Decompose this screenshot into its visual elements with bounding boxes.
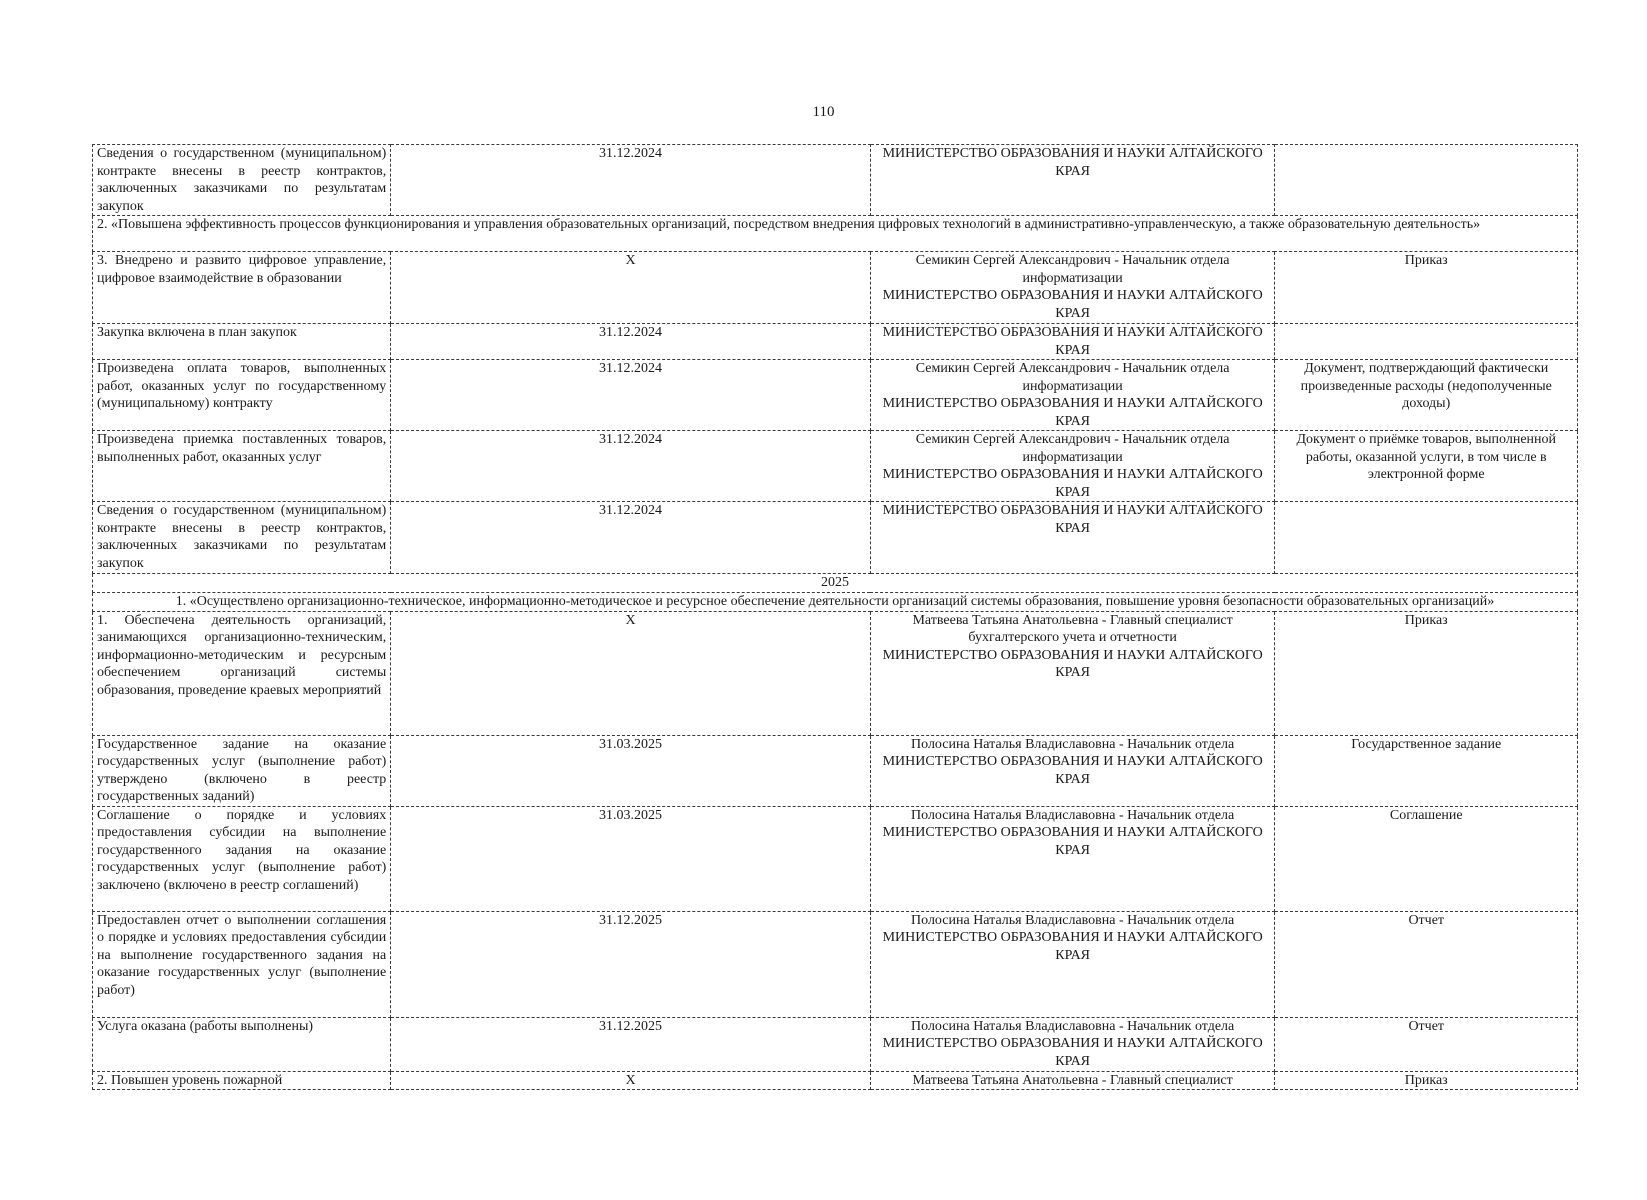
deadline-cell: X [391,252,871,324]
responsible-cell [870,252,1275,324]
responsible-cell [870,735,1275,806]
responsible-cell [870,1071,1275,1090]
responsible-cell [870,324,1275,360]
responsible-organization: МИНИСТЕРСТВО ОБРАЗОВАНИЯ И НАУКИ АЛТАЙСКОГО КРАЯ [882,825,1263,858]
deadline-cell: 31.12.2024 [391,324,871,360]
responsible-person: Полосина Наталья Владиславовна - Начальник отдела [911,736,1235,752]
table-row [93,806,1578,911]
responsible-cell [870,431,1275,502]
responsible-cell [870,611,1275,735]
responsible-organization: МИНИСТЕРСТВО ОБРАЗОВАНИЯ И НАУКИ АЛТАЙСКОГО КРАЯ [882,146,1263,179]
table-row [93,216,1578,252]
event-cell: Произведена приемка поставленных товаров, выполненных работ, оказанных услуг [93,431,391,502]
responsible-cell [870,360,1275,431]
responsible-person: Матвеева Татьяна Анатольевна - Главный специалист бухгалтерского учета и отчетности [912,612,1233,645]
responsible-cell [870,502,1275,574]
page-number: 110 [812,104,835,120]
event-cell: Услуга оказана (работы выполнены) [93,1017,391,1071]
deadline-cell: 31.12.2024 [391,502,871,574]
document-cell: Отчет [1275,911,1578,1017]
deadline-cell: 31.03.2025 [391,806,871,911]
responsible-organization: МИНИСТЕРСТВО ОБРАЗОВАНИЯ И НАУКИ АЛТАЙСКОГО КРАЯ [882,396,1263,429]
deadline-cell: X [391,611,871,735]
event-cell: Сведения о государственном (муниципальном) контракте внесены в реестр контрактов, заключенных заказчиками по результатам закупок [93,502,391,574]
document-cell: Приказ [1275,611,1578,735]
section-heading: 1. «Осуществлено организационно-техническое, информационно-методическое и ресурсное обеспечение деятельности организаций системы образования, повышение уровня безопасности образовательных организаций» [93,592,1578,611]
event-cell: Предоставлен отчет о выполнении соглашения о порядке и условиях предоставления субсидии на выполнение государственного задания на оказание государственных услуг (выполнение работ) [93,911,391,1017]
responsible-person: Семикин Сергей Александрович - Начальник отдела информатизации [915,253,1230,286]
plan-table [92,144,1578,1090]
deadline-cell: 31.12.2024 [391,431,871,502]
responsible-person: Полосина Наталья Владиславовна - Начальник отдела [911,807,1235,823]
responsible-person: Полосина Наталья Владиславовна - Начальник отдела [911,912,1235,928]
document-cell: Приказ [1275,252,1578,324]
section-heading: 2. «Повышена эффективность процессов функционирования и управления образовательных организаций, посредством внедрения цифровых технологий в административно-управленческую, а также образовательную деятельность» [93,216,1578,252]
document-cell: Государственное задание [1275,735,1578,806]
document-cell: Соглашение [1275,806,1578,911]
responsible-person: Матвеева Татьяна Анатольевна - Главный специалист [912,1072,1233,1088]
table-row [93,911,1578,1017]
responsible-cell [870,145,1275,216]
table-row [93,431,1578,502]
document-cell: Документ, подтверждающий фактически произведенные расходы (недополученные доходы) [1275,360,1578,431]
responsible-organization: МИНИСТЕРСТВО ОБРАЗОВАНИЯ И НАУКИ АЛТАЙСКОГО КРАЯ [882,754,1263,787]
event-cell: 1. Обеспечена деятельность организаций, занимающихся организационно-техническим, информационно-методическим и ресурсным обеспечением организаций системы образования, проведение краевых мероприятий [93,611,391,735]
table-row [93,324,1578,360]
document-cell [1275,502,1578,574]
table-row [93,502,1578,574]
responsible-cell [870,806,1275,911]
document-cell: Приказ [1275,1071,1578,1090]
document-cell [1275,324,1578,360]
responsible-organization: МИНИСТЕРСТВО ОБРАЗОВАНИЯ И НАУКИ АЛТАЙСКОГО КРАЯ [882,325,1263,358]
deadline-cell: 31.12.2025 [391,1017,871,1071]
responsible-organization: МИНИСТЕРСТВО ОБРАЗОВАНИЯ И НАУКИ АЛТАЙСКОГО КРАЯ [882,503,1263,536]
table-row [93,592,1578,611]
responsible-person: Семикин Сергей Александрович - Начальник отдела информатизации [915,432,1230,465]
event-cell: Государственное задание на оказание государственных услуг (выполнение работ) утверждено (включено в реестр государственных заданий) [93,735,391,806]
plan-table-body [93,145,1578,1090]
event-cell: Произведена оплата товаров, выполненных работ, оказанных услуг по государственному (муниципальному) контракту [93,360,391,431]
table-row [93,252,1578,324]
responsible-organization: МИНИСТЕРСТВО ОБРАЗОВАНИЯ И НАУКИ АЛТАЙСКОГО КРАЯ [882,930,1263,963]
event-cell: Соглашение о порядке и условиях предоставления субсидии на выполнение государственного задания на оказание государственных услуг (выполнение работ) заключено (включено в реестр соглашений) [93,806,391,911]
table-row [93,1071,1578,1090]
deadline-cell: X [391,1071,871,1090]
year-row-label: 2025 [93,574,1578,593]
event-cell: 3. Внедрено и развито цифровое управление, цифровое взаимодействие в образовании [93,252,391,324]
responsible-organization: МИНИСТЕРСТВО ОБРАЗОВАНИЯ И НАУКИ АЛТАЙСКОГО КРАЯ [882,288,1263,321]
table-row [93,145,1578,216]
responsible-organization: МИНИСТЕРСТВО ОБРАЗОВАНИЯ И НАУКИ АЛТАЙСКОГО КРАЯ [882,467,1263,500]
table-row [93,735,1578,806]
document-cell: Документ о приёмке товаров, выполненной работы, оказанной услуги, в том числе в электронной форме [1275,431,1578,502]
event-cell: 2. Повышен уровень пожарной [93,1071,391,1090]
deadline-cell: 31.03.2025 [391,735,871,806]
document-cell [1275,145,1578,216]
responsible-organization: МИНИСТЕРСТВО ОБРАЗОВАНИЯ И НАУКИ АЛТАЙСКОГО КРАЯ [882,647,1263,680]
table-row [93,360,1578,431]
deadline-cell: 31.12.2025 [391,911,871,1017]
responsible-person: Полосина Наталья Владиславовна - Начальник отдела [911,1018,1235,1034]
event-cell: Закупка включена в план закупок [93,324,391,360]
table-row [93,574,1578,593]
responsible-cell [870,911,1275,1017]
deadline-cell: 31.12.2024 [391,145,871,216]
table-row [93,611,1578,735]
event-cell: Сведения о государственном (муниципальном) контракте внесены в реестр контрактов, заключенных заказчиками по результатам закупок [93,145,391,216]
document-cell: Отчет [1275,1017,1578,1071]
responsible-cell [870,1017,1275,1071]
deadline-cell: 31.12.2024 [391,360,871,431]
responsible-person: Семикин Сергей Александрович - Начальник отдела информатизации [915,361,1230,394]
responsible-organization: МИНИСТЕРСТВО ОБРАЗОВАНИЯ И НАУКИ АЛТАЙСКОГО КРАЯ [882,1036,1263,1069]
table-row [93,1017,1578,1071]
